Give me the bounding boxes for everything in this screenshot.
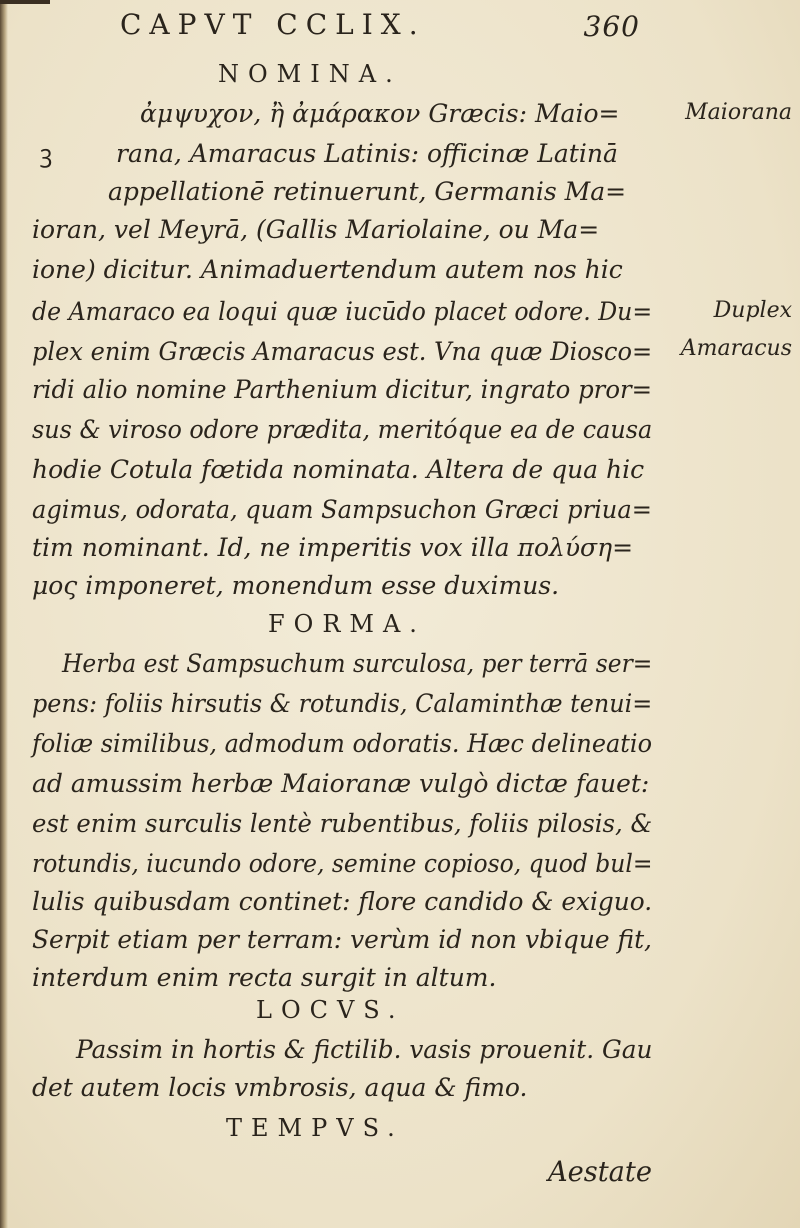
text-line: hodie Cotula fœtida nominata. Altera de qua hic [32, 455, 645, 484]
section-heading-nomina: NOMINA. [218, 60, 402, 88]
section-heading-forma: FORMA. [268, 610, 426, 638]
catchword: Aestate [548, 1155, 652, 1188]
page-spine-shadow [0, 0, 8, 1228]
text-line: sus & viroso odore prædita, meritóque ea de causa [32, 415, 653, 444]
section-marker: ꝫ [40, 140, 53, 168]
text-line: ἀμψυχον, ἢ ἀμάρακον Græcis: Maio= [140, 99, 620, 128]
text-line: est enim surculis lentè rubentibus, foliis pilosis, & [32, 809, 653, 838]
folio-number: 360 [583, 10, 640, 43]
section-heading-tempus: TEMPVS. [226, 1114, 404, 1142]
text-line: appellationē retinuerunt, Germanis Ma= [108, 177, 627, 206]
top-rule [0, 0, 50, 4]
text-line: ad amussim herbæ Maioranæ vulgò dictæ fauet: [32, 769, 650, 798]
text-line: plex enim Græcis Amaracus est. Vna quæ Diosco= [32, 337, 653, 366]
chapter-title: CAPVT CCLIX. [120, 8, 426, 41]
text-line: Herba est Sampsuchum surculosa, per terrā ser= [62, 649, 653, 678]
margin-note-amaracus: Amaracus [680, 336, 792, 361]
text-line: de Amaraco ea loqui quæ iucūdo placet odore. Du= [32, 297, 653, 326]
text-line: Passim in hortis & fictilib. vasis prouenit. Gau [76, 1035, 653, 1064]
text-line: ridi alio nomine Parthenium dicitur, ingrato pror= [32, 375, 653, 404]
running-header [120, 8, 640, 48]
text-line: ioran, vel Meyrā, (Gallis Mariolaine, ou Ma= [32, 215, 600, 244]
text-line: interdum enim recta surgit in altum. [32, 963, 497, 992]
text-line: foliæ similibus, admodum odoratis. Hæc delineatio [32, 729, 652, 758]
text-line: Serpit etiam per terram: verùm id non vbique fit, [32, 925, 652, 954]
text-line: agimus, odorata, quam Sampsuchon Græci priua= [32, 495, 652, 524]
text-line: ione) dicitur. Animaduertendum autem nos hic [32, 255, 623, 284]
text-line: det autem locis vmbrosis, aqua & fimo. [32, 1073, 528, 1102]
text-line: rana, Amaracus Latinis: officinæ Latinā [116, 139, 618, 168]
section-heading-locus: LOCVS. [256, 996, 405, 1024]
margin-note-maiorana: Maiorana [685, 100, 792, 125]
text-line: rotundis, iucundo odore, semine copioso, quod bul= [32, 849, 653, 878]
margin-note-duplex: Duplex [713, 298, 792, 323]
text-line: μος imponeret, monendum esse duximus. [32, 571, 560, 600]
text-line: pens: foliis hirsutis & rotundis, Calaminthæ tenui= [32, 689, 653, 718]
text-line: lulis quibusdam continet: flore candido & exiguo. [32, 887, 653, 916]
text-line: tim nominant. Id, ne imperitis vox illa πολύση= [32, 533, 634, 562]
